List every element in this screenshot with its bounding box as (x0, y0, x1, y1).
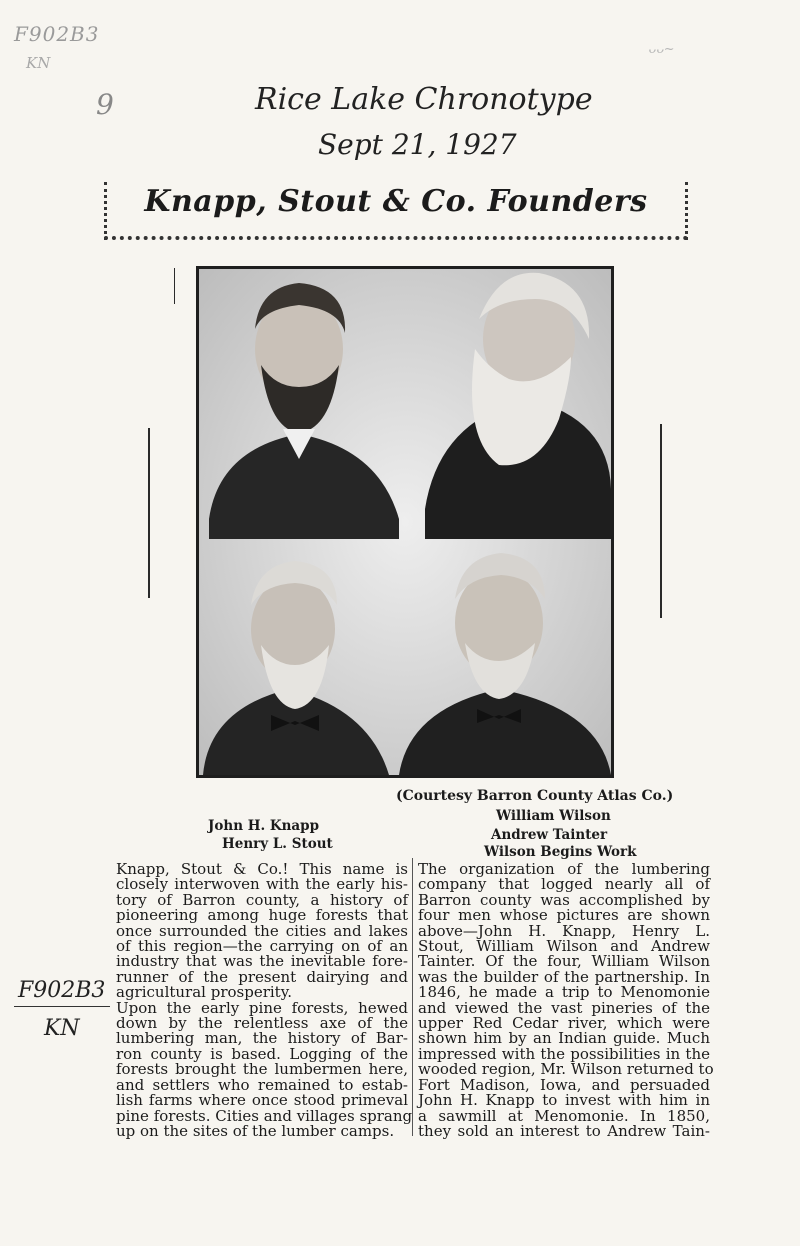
article-line: lumbering man, the history of Bar- (116, 1029, 408, 1048)
article-line: once surrounded the cities and lakes (116, 921, 408, 940)
article-line: pioneering among huge forests that (116, 906, 408, 925)
left-decorative-rule (148, 428, 150, 598)
article-line: 1846, he made a trip to Menomonie (418, 983, 710, 1002)
article-line: pine forests. Cities and villages sprang (116, 1106, 413, 1125)
handwritten-page-number: 9 (96, 88, 114, 121)
article-line: tory of Barron county, a history of (116, 890, 408, 909)
article-line: lish farms where once stood primeval (116, 1091, 408, 1110)
article-line: a sawmill at Menomonie. In 1850, (418, 1106, 710, 1125)
photo-credit: (Courtesy Barron County Atlas Co.) (396, 788, 674, 804)
handwritten-catalog-code-2: KN (26, 54, 51, 72)
margin-code-rule (14, 1006, 110, 1007)
article-line: agricultural prosperity. (116, 983, 292, 1002)
article-line: and settlers who remained to estab- (116, 1075, 408, 1094)
handwritten-date: Sept 21, 1927 (318, 128, 517, 161)
handwritten-catalog-code: F902B3 (14, 22, 100, 46)
article-line: Fort Madison, Iowa, and persuaded (418, 1075, 710, 1094)
handwritten-margin-code-2: KN (44, 1016, 80, 1041)
caption-wilson: William Wilson (496, 808, 611, 824)
article-line: ron county is based. Logging of the (116, 1044, 408, 1063)
article-line: Knapp, Stout & Co.! This name is (116, 860, 408, 878)
article-line: down by the relentless axe of the (116, 1014, 408, 1033)
article-right-column (418, 860, 714, 1140)
headline: Knapp, Stout & Co. Founders (144, 184, 648, 219)
article-line: above—John H. Knapp, Henry L. (418, 921, 710, 940)
article-line: upper Red Cedar river, which were (418, 1014, 710, 1033)
caption-tainter: Andrew Tainter (491, 827, 608, 843)
handwritten-margin-code: F902B3 (18, 978, 106, 1003)
caption-stout: Henry L. Stout (222, 836, 333, 852)
right-decorative-rule (660, 424, 662, 618)
article-line: Stout, William Wilson and Andrew (418, 937, 710, 956)
article-line: they sold an interest to Andrew Tain- (418, 1121, 710, 1140)
article-line: impressed with the possibilities in the (418, 1044, 710, 1063)
article-line: The organization of the lumbering (418, 860, 710, 878)
column-divider (412, 858, 413, 1136)
article-line: runner of the present dairying and (116, 967, 408, 986)
article-line: forests brought the lumbermen here, (116, 1060, 408, 1079)
article-line: closely interwoven with the early his- (116, 875, 408, 894)
handwritten-mark: ᴗᴗ~ (648, 42, 675, 57)
article-line: shown him by an Indian guide. Much (418, 1029, 710, 1048)
article-line: Tainter. Of the four, William Wilson (418, 952, 710, 971)
article-line: Barron county was accomplished by (418, 890, 710, 909)
article-line: company that logged nearly all of (418, 875, 710, 894)
article-line: up on the sites of the lumber camps. (116, 1121, 395, 1140)
article-line: John H. Knapp to invest with him in (418, 1091, 710, 1110)
caption-knapp: John H. Knapp (208, 818, 320, 834)
article-line: of this region—the carrying on of an (116, 937, 408, 956)
article-line: wooded region, Mr. Wilson returned to (418, 1060, 714, 1079)
article-line: Upon the early pine forests, hewed (116, 998, 408, 1017)
left-corner-rule (174, 268, 175, 304)
article-line: was the builder of the partnership. In (418, 967, 710, 986)
handwritten-newspaper-name: Rice Lake Chronotype (255, 82, 593, 117)
subhead-wilson-begins-work: Wilson Begins Work (484, 844, 637, 860)
article-left-column (116, 860, 413, 1140)
founders-portrait-photo (196, 266, 614, 778)
article-line: industry that was the inevitable fore- (116, 952, 408, 971)
article-line: and viewed the vast pineries of the (418, 998, 710, 1017)
article-line: four men whose pictures are shown (418, 906, 710, 925)
portrait-illustration (199, 269, 611, 775)
